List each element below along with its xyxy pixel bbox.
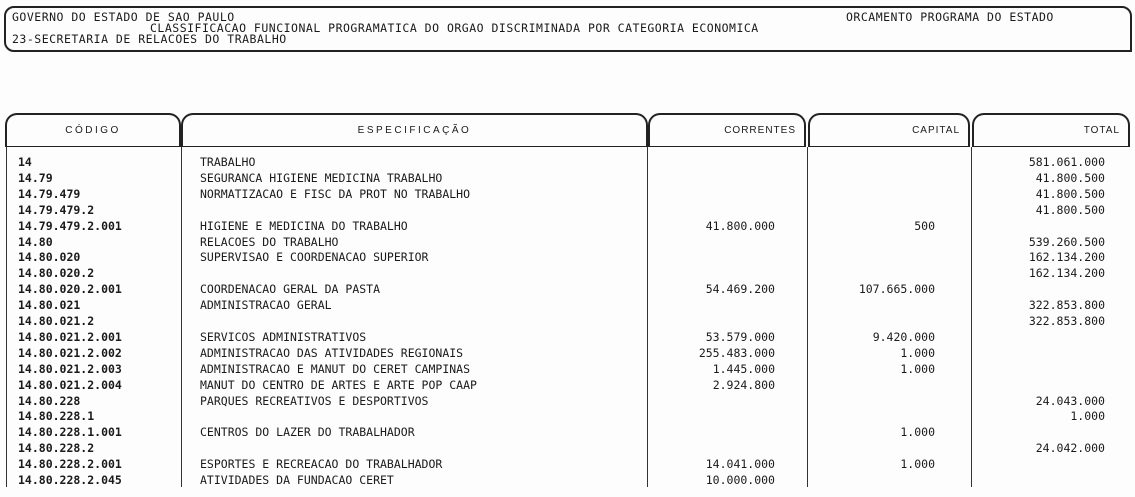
codigo-cell: 14 <box>18 155 32 169</box>
especificacao-cell: TRABALHO <box>200 155 256 169</box>
especificacao-cell: ADMINISTRACAO DAS ATIVIDADES REGIONAIS <box>200 345 464 360</box>
total-cell: 41.800.500 <box>1035 186 1105 201</box>
especificacao-cell: MANUT DO CENTRO DE ARTES E ARTE POP CAAP <box>200 377 477 392</box>
codigo-cell: 14.79.479.2.001 <box>18 218 122 233</box>
table-row <box>0 235 1135 252</box>
total-cell: 41.800.500 <box>1035 170 1105 185</box>
capital-cell: 107.665.000 <box>858 282 935 297</box>
table-row <box>0 441 1135 458</box>
government-title: GOVERNO DO ESTADO DE SAO PAULO <box>12 10 235 24</box>
correntes-cell: 255.483.000 <box>698 345 775 360</box>
correntes-cell: 53.579.000 <box>705 329 775 344</box>
column-header-codigo: CÓDIGO <box>5 113 181 147</box>
correntes-cell: 2.924.800 <box>712 377 775 392</box>
especificacao-cell: ADMINISTRACAO GERAL <box>200 298 332 313</box>
especificacao-cell: ADMINISTRACAO E MANUT DO CERET CAMPINAS <box>200 361 471 376</box>
column-header-especificacao: ESPECIFICAÇÃO <box>181 113 648 147</box>
codigo-cell: 14.80.228 <box>18 393 81 408</box>
especificacao-cell: COORDENACAO GERAL DA PASTA <box>200 282 381 297</box>
table-row <box>0 219 1135 236</box>
codigo-cell: 14.80 <box>18 234 53 249</box>
table-row <box>0 282 1135 299</box>
table-row <box>0 171 1135 188</box>
codigo-cell: 14.80.228.2.001 <box>18 457 122 472</box>
especificacao-cell: SERVICOS ADMINISTRATIVOS <box>200 329 367 344</box>
codigo-cell: 14.80.021.2.004 <box>18 377 122 392</box>
capital-cell: 500 <box>914 218 935 233</box>
correntes-cell: 14.041.000 <box>705 457 775 472</box>
column-header-capital: CAPITAL <box>808 113 970 147</box>
codigo-cell: 14.80.021 <box>18 298 81 313</box>
codigo-cell: 14.80.228.2 <box>18 441 95 456</box>
table-row <box>0 187 1135 204</box>
codigo-cell: 14.80.020.2 <box>18 266 95 281</box>
total-cell: 162.134.200 <box>1028 250 1105 265</box>
especificacao-cell: HIGIENE E MEDICINA DO TRABALHO <box>200 218 408 233</box>
table-row <box>0 473 1135 490</box>
total-cell: 539.260.500 <box>1028 234 1105 249</box>
table-row <box>0 394 1135 411</box>
capital-cell: 1.000 <box>900 345 935 360</box>
codigo-cell: 14.80.021.2 <box>18 314 95 328</box>
capital-cell: 9.420.000 <box>872 329 935 344</box>
codigo-cell: 14.80.021.2.003 <box>18 361 122 376</box>
capital-cell: 1.000 <box>900 457 935 472</box>
correntes-cell: 1.445.000 <box>712 361 775 376</box>
table-row <box>0 203 1135 220</box>
correntes-cell: 54.469.200 <box>705 282 775 297</box>
table-row <box>0 314 1135 331</box>
codigo-cell: 14.79.479 <box>18 186 81 201</box>
especificacao-cell: CENTROS DO LAZER DO TRABALHADOR <box>200 425 415 440</box>
codigo-cell: 14.80.228.2.045 <box>18 473 122 487</box>
table-row <box>0 457 1135 474</box>
table-row <box>0 425 1135 442</box>
codigo-cell: 14.79 <box>18 170 53 185</box>
correntes-cell: 41.800.000 <box>705 218 775 233</box>
total-cell: 24.042.000 <box>1035 441 1105 456</box>
codigo-cell: 14.79.479.2 <box>18 202 95 217</box>
especificacao-cell: ESPORTES E RECREACAO DO TRABALHADOR <box>200 457 443 472</box>
codigo-cell: 14.80.020.2.001 <box>18 282 122 297</box>
codigo-cell: 14.80.228.1 <box>18 409 95 424</box>
especificacao-cell: SUPERVISAO E COORDENACAO SUPERIOR <box>200 250 429 265</box>
column-header-total: TOTAL <box>972 113 1130 147</box>
total-cell: 24.043.000 <box>1035 393 1105 408</box>
table-row <box>0 250 1135 267</box>
especificacao-cell: SEGURANCA HIGIENE MEDICINA TRABALHO <box>200 170 443 185</box>
table-row <box>0 409 1135 426</box>
especificacao-cell: ATIVIDADES DA FUNDACAO CERET <box>200 473 394 487</box>
especificacao-cell: NORMATIZACAO E FISC DA PROT NO TRABALHO <box>200 186 471 201</box>
total-cell: 322.853.800 <box>1028 298 1105 313</box>
table-row <box>0 362 1135 379</box>
codigo-cell: 14.80.021.2.002 <box>18 345 122 360</box>
codigo-cell: 14.80.020 <box>18 250 81 265</box>
capital-cell: 1.000 <box>900 425 935 440</box>
column-header-correntes: CORRENTES <box>648 113 806 147</box>
classification-title: CLASSIFICACAO FUNCIONAL PROGRAMATICA DO ORGAO DISCRIMINADA POR CATEGORIA ECONOMICA <box>150 21 759 35</box>
codigo-cell: 14.80.228.1.001 <box>18 425 122 440</box>
table-row <box>0 330 1135 347</box>
correntes-cell: 10.000.000 <box>705 473 775 487</box>
total-cell: 162.134.200 <box>1028 266 1105 281</box>
total-cell: 41.800.500 <box>1035 202 1105 217</box>
especificacao-cell: RELACOES DO TRABALHO <box>200 234 339 249</box>
capital-cell: 1.000 <box>900 361 935 376</box>
total-cell: 1.000 <box>1070 409 1105 424</box>
codigo-cell: 14.80.021.2.001 <box>18 329 122 344</box>
table-row <box>0 155 1135 172</box>
budget-title: ORCAMENTO PROGRAMA DO ESTADO <box>846 10 1054 24</box>
table-row <box>0 266 1135 283</box>
table-row <box>0 298 1135 315</box>
table-row <box>0 378 1135 395</box>
total-cell: 581.061.000 <box>1028 155 1105 169</box>
table-row <box>0 346 1135 363</box>
total-cell: 322.853.800 <box>1028 314 1105 328</box>
secretariat-title: 23-SECRETARIA DE RELACOES DO TRABALHO <box>12 32 287 46</box>
especificacao-cell: PARQUES RECREATIVOS E DESPORTIVOS <box>200 393 429 408</box>
